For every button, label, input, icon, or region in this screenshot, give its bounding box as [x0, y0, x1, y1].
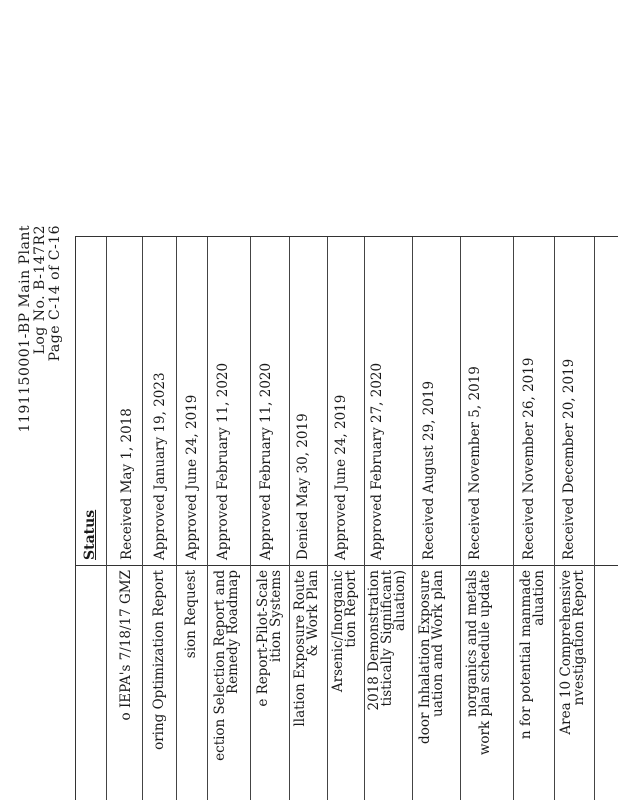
status-column-header: Status — [82, 509, 98, 560]
row-divider — [554, 237, 555, 800]
row-divider — [250, 237, 251, 800]
table-row-item: e Report-Pilot-Scale ition Systems — [255, 570, 284, 707]
table-row-status: Approved February 27, 2020 — [369, 362, 385, 560]
column-divider — [76, 565, 618, 566]
row-divider — [176, 237, 177, 800]
table-row-item: Area 10 Comprehensive nvestigation Report — [558, 570, 587, 735]
document-header — [18, 225, 63, 455]
row-divider — [513, 237, 514, 800]
table-row-item: o IEPA's 7/18/17 GMZ — [118, 570, 134, 721]
table-row-status: Received November 5, 2019 — [467, 366, 483, 560]
table-row-item: Arsenic/Inorganic tion Report — [330, 570, 359, 693]
row-divider — [207, 237, 208, 800]
row-divider — [106, 237, 107, 800]
facility-id: 1191150001-BP Main Plant — [17, 225, 33, 433]
page-number: Page C-14 of C-16 — [47, 225, 63, 362]
row-divider — [327, 237, 328, 800]
table-row-item: ection Selection Report and Remedy Roadmap — [212, 570, 241, 761]
table-row-item: n for potential manmade aluation — [518, 570, 547, 740]
table-row-status: Denied May 30, 2019 — [295, 413, 311, 560]
row-divider — [289, 237, 290, 800]
table-row-item: norganics and metals work plan schedule update — [464, 570, 493, 756]
row-divider — [460, 237, 461, 800]
row-divider — [142, 237, 143, 800]
table-row-status: Approved June 24, 2019 — [333, 394, 349, 560]
table-row-status: Received November 26, 2019 — [521, 357, 537, 560]
table-row-status: Received May 1, 2018 — [119, 408, 135, 560]
table-row-item: 2018 Demonstration tistically Significant aluation) — [366, 570, 408, 711]
table-row-status: Approved June 24, 2019 — [184, 394, 200, 560]
row-divider — [594, 237, 595, 800]
table-row-item: door Inhalation Exposure uation and Work plan — [417, 570, 446, 744]
row-divider — [412, 237, 413, 800]
table-row-status: Approved January 19, 2023 — [152, 372, 168, 560]
table-row-item: sion Request — [183, 570, 199, 659]
table-row-status: Received August 29, 2019 — [421, 380, 437, 560]
table-row-item: oring Optimization Report — [151, 570, 167, 750]
row-divider — [364, 237, 365, 800]
table-row-status: Approved February 11, 2020 — [258, 362, 274, 560]
table-row-status: Approved February 11, 2020 — [215, 362, 231, 560]
table-row-item: llation Exposure Route & Work Plan — [292, 570, 321, 727]
table-row-status: Received December 20, 2019 — [561, 358, 577, 560]
log-number: Log No. B-147R2 — [32, 225, 48, 355]
status-table — [75, 236, 618, 800]
